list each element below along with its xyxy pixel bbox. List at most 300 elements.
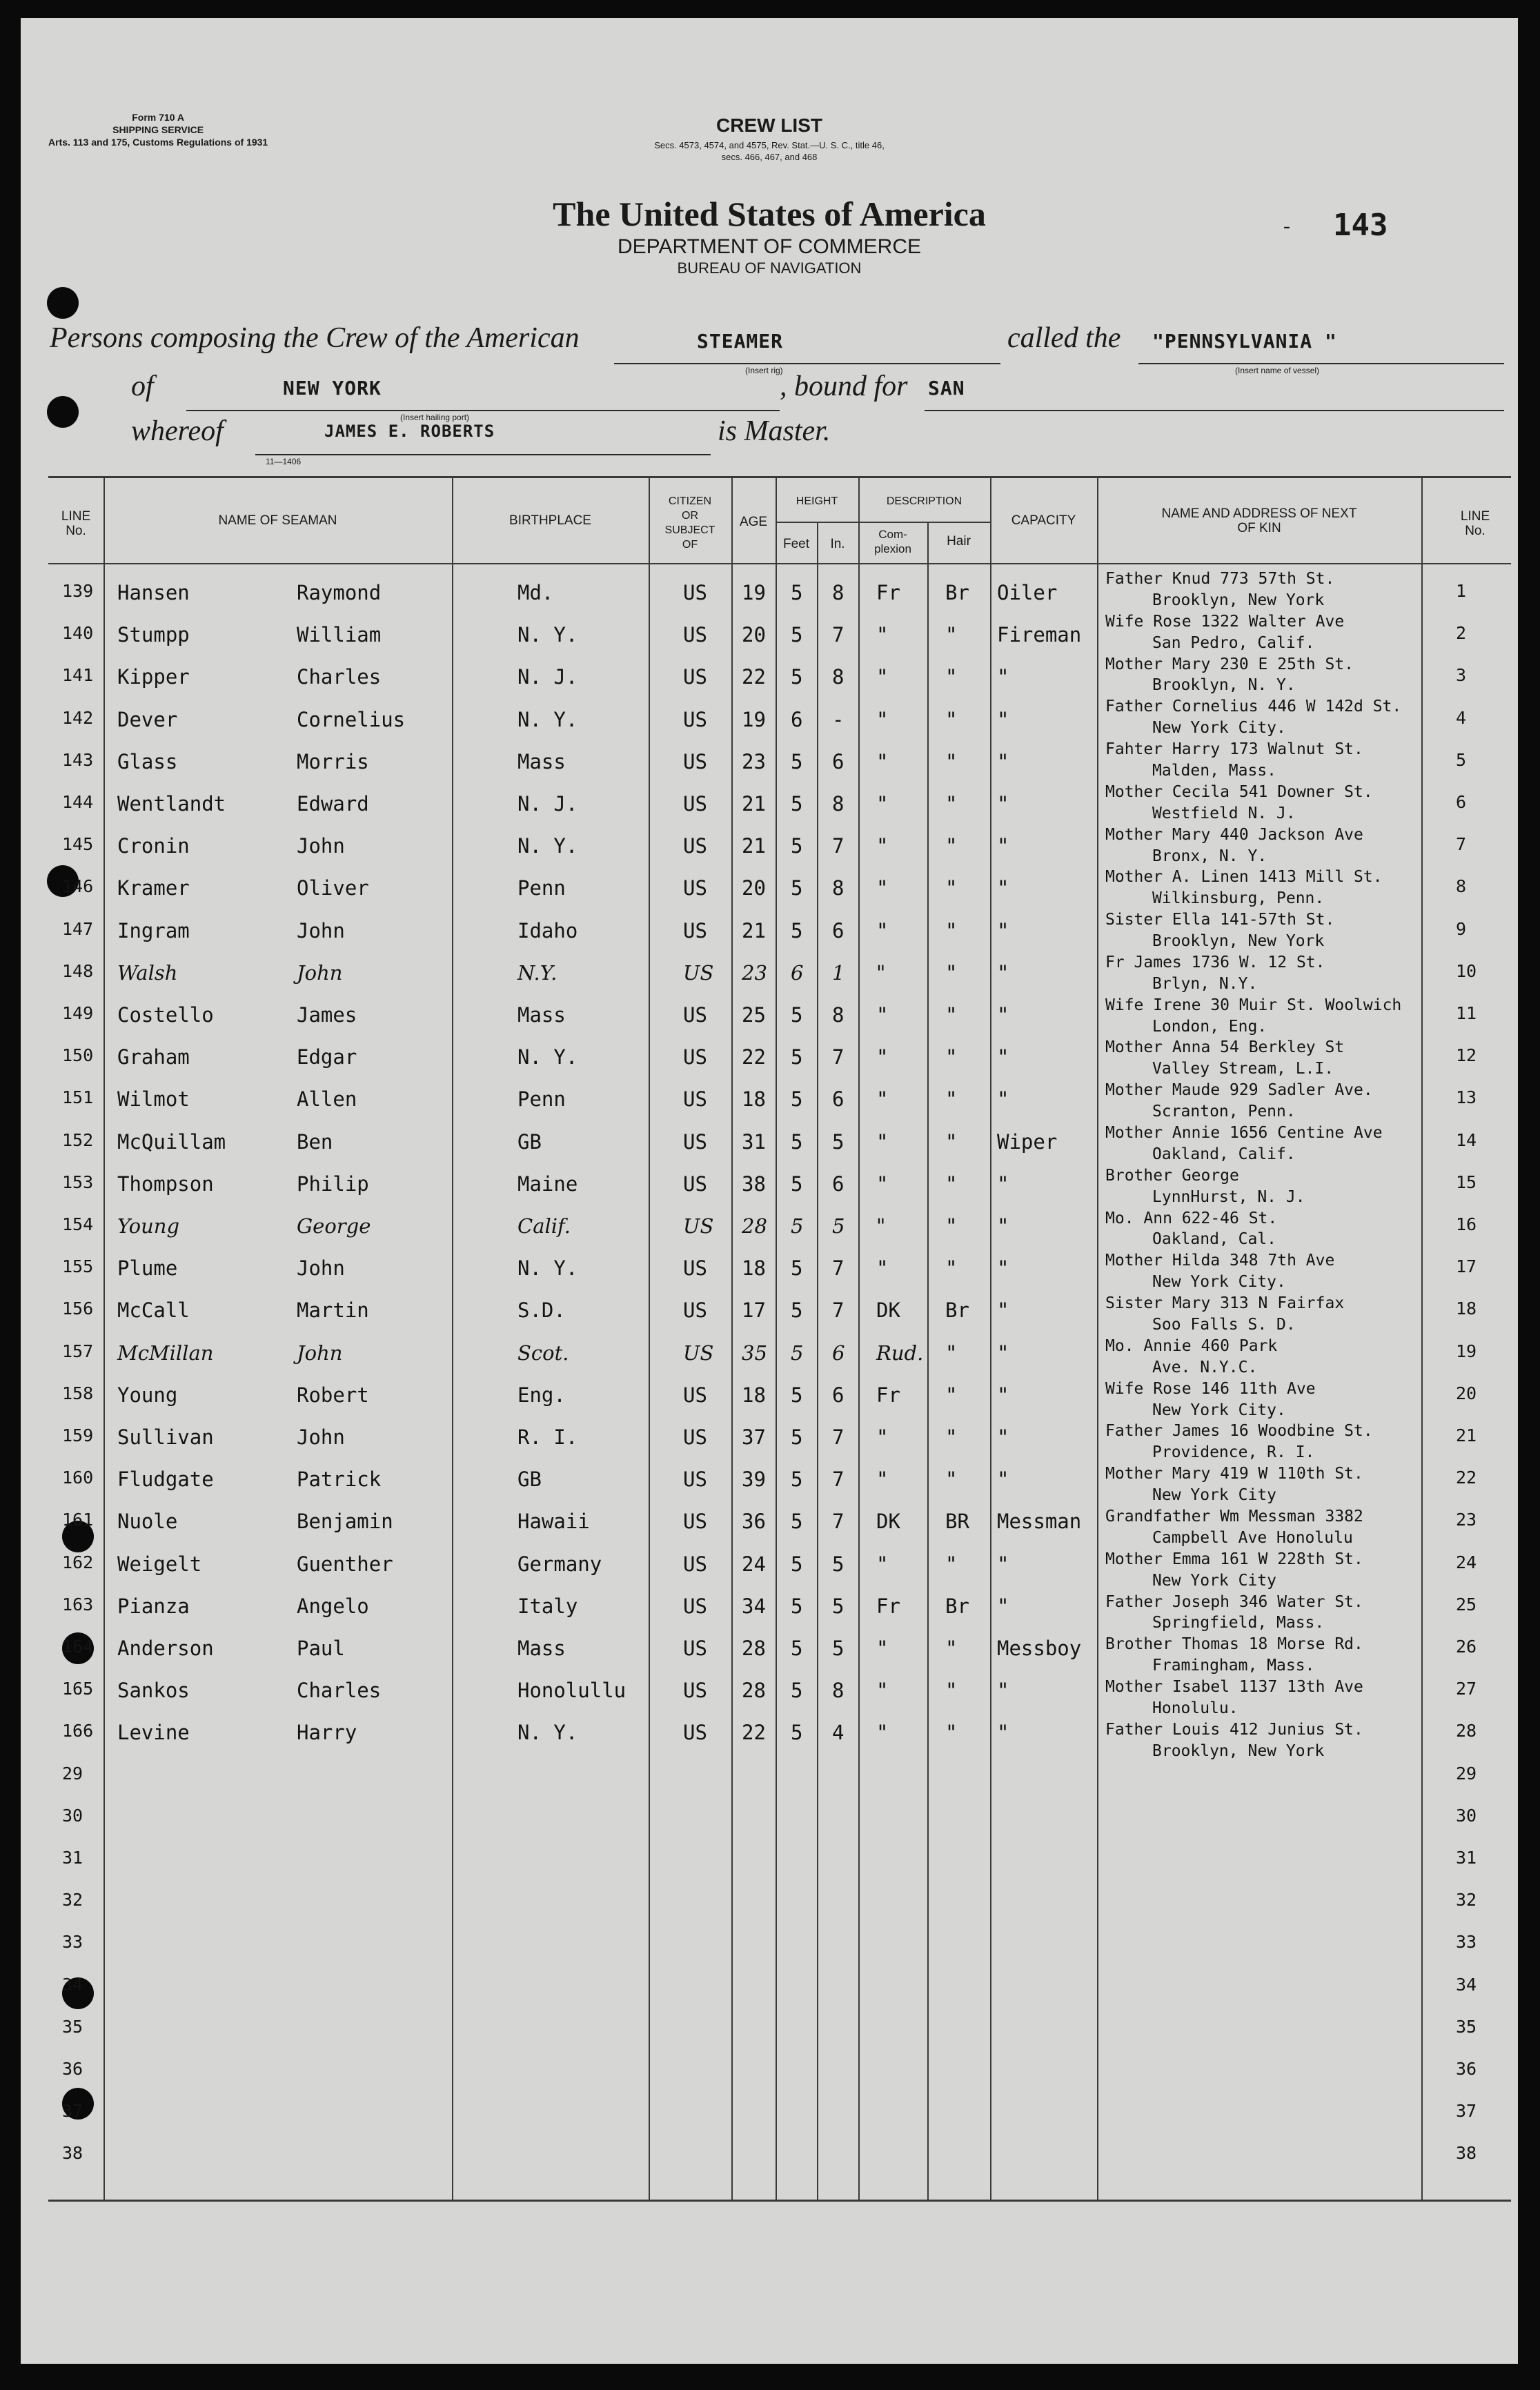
complexion: DK — [876, 1298, 900, 1323]
next-of-kin-line: Father Joseph 346 Water St. — [1105, 1592, 1363, 1611]
birthplace: Calif. — [517, 1214, 571, 1238]
seaman-first-name: Benjamin — [297, 1510, 393, 1534]
line-number-right: 8 — [1456, 876, 1467, 897]
citizenship: US — [683, 876, 707, 900]
capacity: " — [997, 834, 1009, 858]
line-number-right: 20 — [1456, 1383, 1477, 1403]
hair: " — [945, 1045, 958, 1069]
next-of-kin-line: Grandfather Wm Messman 3382 — [1105, 1507, 1363, 1525]
next-of-kin-line: Mother A. Linen 1413 Mill St. — [1105, 868, 1383, 887]
citizenship: US — [683, 623, 707, 647]
next-of-kin-line: Mother Isabel 1137 13th Ave — [1105, 1678, 1363, 1697]
line-number-right: 9 — [1456, 918, 1467, 939]
hair: " — [945, 1637, 958, 1660]
capacity: " — [997, 1383, 1009, 1407]
label-of: of — [131, 371, 154, 402]
header-bottom-rule — [48, 563, 1511, 564]
height-subrule — [776, 522, 858, 523]
hair: " — [945, 665, 958, 689]
seaman-last-name: Graham — [117, 1045, 190, 1069]
col-divider — [927, 522, 929, 2201]
seaman-last-name: Nuole — [117, 1510, 178, 1534]
next-of-kin-line: Mother Hilda 348 7th Ave — [1105, 1252, 1335, 1270]
page-number: 143 — [1333, 208, 1388, 243]
next-of-kin-line: San Pedro, Calif. — [1152, 633, 1315, 652]
hair: " — [945, 1679, 958, 1703]
hair: " — [945, 1256, 958, 1281]
master-underline — [255, 454, 711, 455]
line-number-right: 23 — [1456, 1510, 1477, 1530]
crew-list-title: CREW LIST — [716, 115, 822, 136]
next-of-kin-line: London, Eng. — [1152, 1017, 1267, 1036]
line-number-right: 36 — [1456, 2059, 1477, 2079]
birthplace: Penn — [517, 1087, 566, 1112]
line-number: 151 — [62, 1087, 94, 1108]
next-of-kin-line: Brooklyn, New York — [1152, 932, 1325, 951]
capacity: " — [997, 1552, 1009, 1576]
seaman-first-name: James — [297, 1003, 357, 1027]
seaman-first-name: Philip — [297, 1172, 369, 1196]
capacity: Messboy — [997, 1637, 1082, 1660]
line-number-right: 10 — [1456, 960, 1477, 981]
next-of-kin-line: Sister Ella 141-57th St. — [1105, 911, 1335, 929]
vessel-name: "PENNSYLVANIA " — [1152, 330, 1337, 353]
age: 25 — [742, 1003, 766, 1027]
height-feet: 5 — [791, 623, 803, 647]
next-of-kin-line: Sister Mary 313 N Fairfax — [1105, 1294, 1345, 1313]
height-feet: 5 — [791, 1679, 803, 1703]
capacity: " — [997, 876, 1009, 900]
next-of-kin-line: Oakland, Cal. — [1152, 1230, 1277, 1249]
next-of-kin-line: New York City. — [1152, 1273, 1286, 1292]
height-feet: 5 — [791, 1510, 803, 1534]
height-inches: - — [832, 707, 845, 731]
complexion: " — [876, 1468, 889, 1492]
complexion: " — [876, 1172, 889, 1196]
line-number: 162 — [62, 1552, 94, 1572]
next-of-kin-line: Fahter Harry 173 Walnut St. — [1105, 740, 1363, 759]
hair: " — [945, 1003, 958, 1027]
complexion: " — [876, 707, 889, 731]
birthplace: Mass — [517, 749, 566, 773]
next-of-kin-line: Bronx, N. Y. — [1152, 847, 1267, 865]
height-inches: 7 — [832, 834, 845, 858]
col-divider — [817, 522, 818, 2201]
capacity: Oiler — [997, 581, 1058, 604]
col-header-hair: Hair — [947, 534, 971, 549]
line-number-right: 24 — [1456, 1552, 1477, 1572]
birthplace: N.Y. — [517, 960, 557, 985]
complexion: " — [876, 792, 889, 816]
seaman-first-name: Guenther — [297, 1552, 393, 1576]
height-feet: 5 — [791, 665, 803, 689]
line-number: 35 — [62, 2016, 83, 2037]
citizenship: US — [683, 707, 707, 731]
line-number: 153 — [62, 1172, 94, 1192]
next-of-kin-line: New York City — [1152, 1486, 1277, 1505]
next-of-kin-line: Brooklyn, N. Y. — [1152, 676, 1296, 695]
form-number: Form 710 A — [132, 112, 184, 123]
seaman-first-name: Raymond — [297, 581, 382, 604]
line-number-right: 21 — [1456, 1425, 1477, 1445]
col-divider — [1097, 476, 1098, 2201]
col-divider — [858, 476, 860, 2201]
complexion: Fr — [876, 1594, 900, 1618]
next-of-kin-line: Brother Thomas 18 Morse Rd. — [1105, 1635, 1363, 1654]
destination: SAN — [928, 377, 965, 399]
line-number-right: 11 — [1456, 1003, 1477, 1023]
height-inches: 6 — [832, 918, 845, 942]
height-feet: 5 — [791, 1129, 803, 1154]
citizenship: US — [683, 1003, 707, 1027]
citizenship: US — [683, 1552, 707, 1576]
height-inches: 6 — [832, 1087, 845, 1112]
hair: " — [945, 1552, 958, 1576]
line-number: 144 — [62, 792, 94, 812]
citizenship: US — [683, 1298, 707, 1323]
birthplace: Germany — [517, 1552, 602, 1576]
line-number-right: 26 — [1456, 1637, 1477, 1657]
citizenship: US — [683, 1425, 707, 1449]
birthplace: N. Y. — [517, 1256, 578, 1281]
capacity: " — [997, 1045, 1009, 1069]
col-divider — [990, 476, 991, 2201]
next-of-kin-line: Mother Annie 1656 Centine Ave — [1105, 1124, 1383, 1143]
capacity: " — [997, 1087, 1009, 1112]
next-of-kin-line: Honolulu. — [1152, 1699, 1238, 1717]
height-feet: 5 — [791, 1214, 804, 1238]
line-number-right: 30 — [1456, 1805, 1477, 1826]
age: 18 — [742, 1087, 766, 1112]
capacity: Wiper — [997, 1129, 1058, 1154]
department-heading: DEPARTMENT OF COMMERCE — [617, 235, 922, 258]
col-divider — [103, 476, 105, 2201]
rig-hint: (Insert rig) — [745, 366, 783, 375]
birthplace: GB — [517, 1468, 542, 1492]
capacity: " — [997, 1679, 1009, 1703]
age: 28 — [742, 1679, 766, 1703]
line-number: 146 — [62, 876, 94, 897]
height-inches: 8 — [832, 665, 845, 689]
label-bound: , bound for — [780, 371, 908, 402]
col-header-name: NAME OF SEAMAN — [218, 513, 337, 528]
seaman-last-name: Cronin — [117, 834, 190, 858]
age: 19 — [742, 581, 766, 604]
line-number-right: 16 — [1456, 1214, 1477, 1234]
line-number-right: 33 — [1456, 1932, 1477, 1953]
next-of-kin-line: Mother Mary 419 W 110th St. — [1105, 1465, 1363, 1483]
complexion: " — [876, 1087, 889, 1112]
height-feet: 5 — [791, 1425, 803, 1449]
birthplace: GB — [517, 1129, 542, 1154]
age: 39 — [742, 1468, 766, 1492]
label-called: called the — [1007, 322, 1121, 354]
height-inches: 7 — [832, 1425, 845, 1449]
line-number-right: 14 — [1456, 1129, 1477, 1150]
line-number: 139 — [62, 581, 94, 601]
height-inches: 1 — [832, 960, 845, 985]
line-number: 152 — [62, 1129, 94, 1150]
seaman-last-name: Glass — [117, 749, 178, 773]
next-of-kin-line: Mother Mary 440 Jackson Ave — [1105, 825, 1363, 844]
line-number-right: 1 — [1456, 581, 1467, 601]
next-of-kin-line: Father Cornelius 446 W 142d St. — [1105, 698, 1402, 716]
complexion: " — [876, 1552, 889, 1576]
citizenship: US — [683, 1679, 707, 1703]
height-inches: 5 — [832, 1594, 845, 1618]
hair: " — [945, 1383, 958, 1407]
hair: " — [945, 918, 958, 942]
seaman-first-name: William — [297, 623, 382, 647]
line-number-right: 15 — [1456, 1172, 1477, 1192]
seaman-first-name: Charles — [297, 665, 382, 689]
seaman-last-name: Levine — [117, 1721, 190, 1745]
col-divider — [776, 476, 777, 2201]
line-number: 145 — [62, 834, 94, 855]
seaman-first-name: Cornelius — [297, 707, 406, 731]
capacity: " — [997, 960, 1009, 985]
seaman-last-name: Wentlandt — [117, 792, 226, 816]
age: 18 — [742, 1256, 766, 1281]
seaman-first-name: Angelo — [297, 1594, 369, 1618]
col-divider — [452, 476, 453, 2201]
line-number: 147 — [62, 918, 94, 939]
label-persons: Persons composing the Crew of the American — [50, 322, 580, 354]
line-number-right: 32 — [1456, 1890, 1477, 1910]
height-inches: 6 — [832, 1383, 845, 1407]
citizenship: US — [683, 1594, 707, 1618]
height-inches: 5 — [832, 1129, 845, 1154]
punch-hole — [47, 287, 79, 319]
birthplace: N. Y. — [517, 707, 578, 731]
seaman-last-name: Pianza — [117, 1594, 190, 1618]
master-name: JAMES E. ROBERTS — [324, 422, 495, 441]
line-number-right: 7 — [1456, 834, 1467, 855]
next-of-kin-line: Brooklyn, New York — [1152, 1741, 1325, 1760]
crew-list-document — [21, 18, 1518, 2364]
capacity: " — [997, 1468, 1009, 1492]
seaman-last-name: McQuillam — [117, 1129, 226, 1154]
next-of-kin-line: Wife Rose 1322 Walter Ave — [1105, 612, 1345, 631]
birthplace: S.D. — [517, 1298, 566, 1323]
birthplace: N. Y. — [517, 1045, 578, 1069]
complexion: " — [876, 623, 889, 647]
complexion: " — [876, 1425, 889, 1449]
next-of-kin-line: Campbell Ave Honolulu — [1152, 1528, 1353, 1547]
height-feet: 5 — [791, 749, 803, 773]
height-feet: 5 — [791, 1045, 803, 1069]
line-number: 37 — [62, 2101, 83, 2122]
statute-reference — [21, 139, 1518, 163]
table-bottom-rule — [48, 2200, 1511, 2202]
birthplace: Maine — [517, 1172, 578, 1196]
name-underline — [1138, 363, 1504, 364]
height-inches: 6 — [832, 1172, 845, 1196]
height-inches: 8 — [832, 1679, 845, 1703]
line-number: 165 — [62, 1679, 94, 1699]
line-number-right: 35 — [1456, 2016, 1477, 2037]
birthplace: Hawaii — [517, 1510, 590, 1534]
complexion: Fr — [876, 581, 900, 604]
height-feet: 5 — [791, 876, 803, 900]
line-number-right: 13 — [1456, 1087, 1477, 1108]
seaman-last-name: Fludgate — [117, 1468, 214, 1492]
line-number-right: 34 — [1456, 1974, 1477, 1995]
capacity: " — [997, 1003, 1009, 1027]
next-of-kin-line: Mo. Ann 622-46 St. — [1105, 1209, 1278, 1227]
height-feet: 5 — [791, 1087, 803, 1112]
next-of-kin-line: LynnHurst, N. J. — [1152, 1187, 1305, 1206]
next-of-kin-line: Oakland, Calif. — [1152, 1145, 1296, 1163]
height-inches: 8 — [832, 1003, 845, 1027]
line-number: 36 — [62, 2059, 83, 2079]
line-number: 154 — [62, 1214, 94, 1234]
next-of-kin-line: Wife Irene 30 Muir St. Woolwich — [1105, 996, 1402, 1014]
hair: Br — [945, 1594, 969, 1618]
col-header-description: DESCRIPTION — [886, 495, 962, 507]
seaman-last-name: Hansen — [117, 581, 190, 604]
col-header-line-no: LINE No. — [61, 509, 91, 538]
age: 22 — [742, 1721, 766, 1745]
complexion: " — [876, 1214, 886, 1238]
capacity: " — [997, 1341, 1009, 1365]
seaman-first-name: Morris — [297, 749, 369, 773]
line-number: 159 — [62, 1425, 94, 1445]
capacity: " — [997, 1172, 1009, 1196]
capacity: " — [997, 749, 1009, 773]
line-number-right: 29 — [1456, 1763, 1477, 1784]
next-of-kin-line: Wilkinsburg, Penn. — [1152, 889, 1325, 908]
age: 21 — [742, 834, 766, 858]
next-of-kin-line: Fr James 1736 W. 12 St. — [1105, 953, 1325, 971]
height-inches: 5 — [832, 1552, 845, 1576]
hair: " — [945, 1214, 958, 1238]
rig-underline — [614, 363, 1000, 364]
next-of-kin-line: Father Louis 412 Junius St. — [1105, 1720, 1363, 1739]
complexion: Fr — [876, 1383, 900, 1407]
line-number-right: 31 — [1456, 1848, 1477, 1868]
next-of-kin-line: Mother Maude 929 Sadler Ave. — [1105, 1081, 1373, 1100]
print-code: 11—1406 — [266, 457, 302, 466]
complexion: " — [876, 1679, 889, 1703]
height-feet: 5 — [791, 918, 803, 942]
seaman-last-name: Walsh — [117, 960, 178, 985]
next-of-kin-line: Father Knud 773 57th St. — [1105, 570, 1335, 588]
capacity: " — [997, 792, 1009, 816]
next-of-kin-line: New York City — [1152, 1571, 1277, 1590]
line-number: 32 — [62, 1890, 83, 1910]
complexion: " — [876, 1003, 889, 1027]
age: 18 — [742, 1383, 766, 1407]
port-underline — [186, 410, 780, 411]
height-feet: 5 — [791, 1298, 803, 1323]
citizenship: US — [683, 918, 707, 942]
citizenship: US — [683, 665, 707, 689]
birthplace: Idaho — [517, 918, 578, 942]
line-number-right: 12 — [1456, 1045, 1477, 1066]
line-number: 148 — [62, 960, 94, 981]
seaman-last-name: Young — [117, 1214, 180, 1238]
line-number: 140 — [62, 623, 94, 644]
hair: " — [945, 876, 958, 900]
age: 35 — [742, 1341, 767, 1365]
seaman-first-name: Charles — [297, 1679, 382, 1703]
seaman-last-name: Costello — [117, 1003, 214, 1027]
seaman-last-name: McMillan — [117, 1341, 214, 1365]
seaman-first-name: John — [297, 1256, 345, 1281]
age: 31 — [742, 1129, 766, 1154]
line-number-right: 5 — [1456, 749, 1467, 770]
line-number-right: 2 — [1456, 623, 1467, 644]
seaman-first-name: Harry — [297, 1721, 357, 1745]
age: 34 — [742, 1594, 766, 1618]
seaman-last-name: Kipper — [117, 665, 190, 689]
birthplace: N. J. — [517, 665, 578, 689]
seaman-first-name: John — [297, 918, 345, 942]
birthplace: N. Y. — [517, 834, 578, 858]
seaman-last-name: Weigelt — [117, 1552, 202, 1576]
country-heading: The United States of America — [553, 195, 986, 233]
next-of-kin-line: Malden, Mass. — [1152, 761, 1277, 780]
seaman-last-name: Sullivan — [117, 1425, 214, 1449]
age: 21 — [742, 792, 766, 816]
seaman-first-name: Patrick — [297, 1468, 382, 1492]
next-of-kin-line: Mo. Annie 460 Park — [1105, 1336, 1278, 1355]
next-of-kin-line: Scranton, Penn. — [1152, 1103, 1296, 1121]
seaman-last-name: Sankos — [117, 1679, 190, 1703]
height-inches: 7 — [832, 1256, 845, 1281]
height-feet: 5 — [791, 1637, 803, 1660]
complexion: " — [876, 834, 889, 858]
line-number: 34 — [62, 1974, 83, 1995]
capacity: " — [997, 1594, 1009, 1618]
label-whereof: whereof — [131, 415, 224, 447]
hair: " — [945, 1721, 958, 1745]
capacity: " — [997, 918, 1009, 942]
hair: " — [945, 1468, 958, 1492]
line-number-right: 28 — [1456, 1721, 1477, 1741]
height-feet: 5 — [791, 1341, 804, 1365]
complexion: " — [876, 749, 889, 773]
seaman-first-name: Oliver — [297, 876, 369, 900]
birthplace: Eng. — [517, 1383, 566, 1407]
seaman-first-name: John — [297, 960, 343, 985]
description-subrule — [858, 522, 990, 523]
citizenship: US — [683, 581, 707, 604]
seaman-last-name: Plume — [117, 1256, 178, 1281]
seaman-first-name: Robert — [297, 1383, 369, 1407]
hair: BR — [945, 1510, 969, 1534]
height-feet: 5 — [791, 1552, 803, 1576]
height-feet: 5 — [791, 1383, 803, 1407]
height-feet: 5 — [791, 1256, 803, 1281]
age: 17 — [742, 1298, 766, 1323]
citizenship: US — [683, 1087, 707, 1112]
height-inches: 8 — [832, 876, 845, 900]
height-feet: 5 — [791, 1003, 803, 1027]
line-number: 158 — [62, 1383, 94, 1403]
line-number: 161 — [62, 1510, 94, 1530]
height-inches: 6 — [832, 1341, 845, 1365]
line-number: 141 — [62, 665, 94, 686]
hair: " — [945, 792, 958, 816]
capacity: " — [997, 1425, 1009, 1449]
hair: " — [945, 1425, 958, 1449]
seaman-first-name: Paul — [297, 1637, 345, 1660]
age: 38 — [742, 1172, 766, 1196]
port-hint: (Insert hailing port) — [400, 413, 470, 422]
birthplace: Honolullu — [517, 1679, 626, 1703]
